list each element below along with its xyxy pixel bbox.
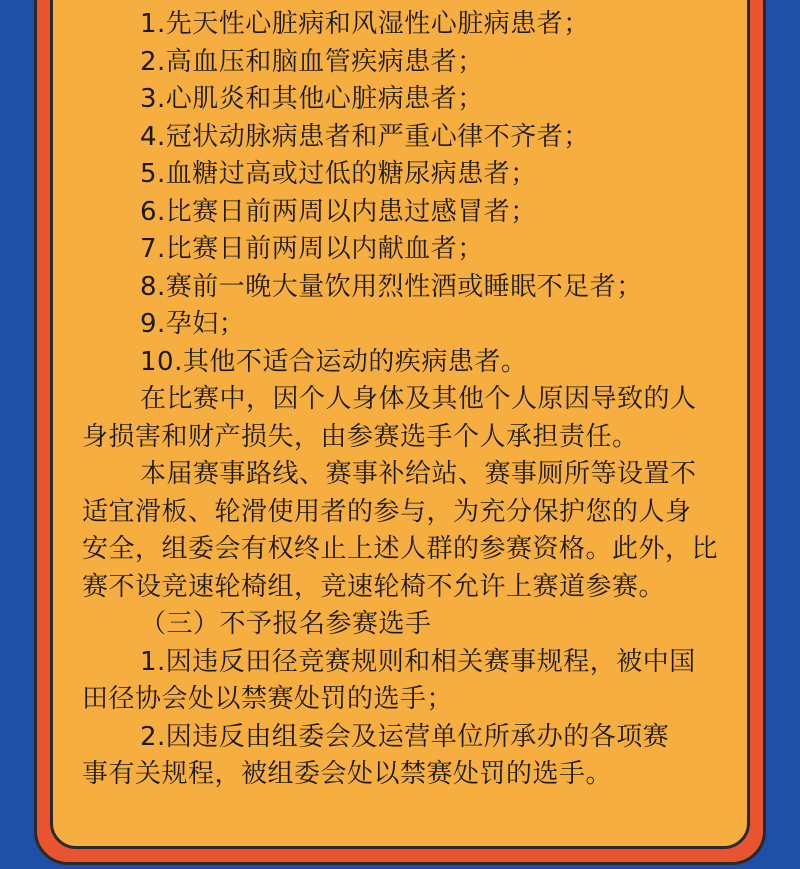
section-heading: （三）不予报名参赛选手 bbox=[140, 609, 432, 639]
list-item-continuation: 田径协会处以禁赛处罚的选手； bbox=[82, 684, 454, 714]
list-item: 8.赛前一晚大量饮用烈性酒或睡眠不足者； bbox=[140, 271, 643, 302]
paragraph-line: 身损害和财产损失，由参赛选手个人承担责任。 bbox=[82, 421, 639, 452]
list-item: 7.比赛日前两周以内献血者； bbox=[140, 234, 484, 264]
list-item: 3.心肌炎和其他心脏病患者； bbox=[140, 84, 484, 114]
paragraph-line: 安全，组委会有权终止上述人群的参赛资格。此外，比 bbox=[82, 534, 719, 564]
list-item: 4.冠状动脉病患者和严重心律不齐者； bbox=[140, 121, 590, 152]
list-item: 1.因违反田径竞赛规则和相关赛事规程，被中国 bbox=[140, 646, 696, 677]
list-item: 5.血糖过高或过低的糖尿病患者； bbox=[140, 159, 537, 189]
list-item: 10.其他不适合运动的疾病患者。 bbox=[140, 346, 528, 377]
list-item: 2.高血压和脑血管疾病患者； bbox=[140, 46, 484, 77]
list-item-continuation: 事有关规程，被组委会处以禁赛处罚的选手。 bbox=[82, 759, 613, 789]
paragraph-line: 适宜滑板、轮滑使用者的参与，为充分保护您的人身 bbox=[82, 496, 692, 527]
list-item: 2.因违反由组委会及运营单位所承办的各项赛 bbox=[140, 721, 670, 752]
list-item: 9.孕妇； bbox=[140, 309, 246, 339]
list-item: 1.先天性心脏病和风湿性心脏病患者； bbox=[140, 9, 590, 39]
notice-text-body bbox=[82, 6, 722, 794]
paragraph-line: 在比赛中，因个人身体及其他个人原因导致的人 bbox=[140, 384, 697, 414]
paragraph-line: 本届赛事路线、赛事补给站、赛事厕所等设置不 bbox=[140, 459, 697, 489]
list-item: 6.比赛日前两周以内患过感冒者； bbox=[140, 196, 537, 227]
paragraph-line: 赛不设竞速轮椅组，竞速轮椅不允许上赛道参赛。 bbox=[82, 571, 666, 602]
